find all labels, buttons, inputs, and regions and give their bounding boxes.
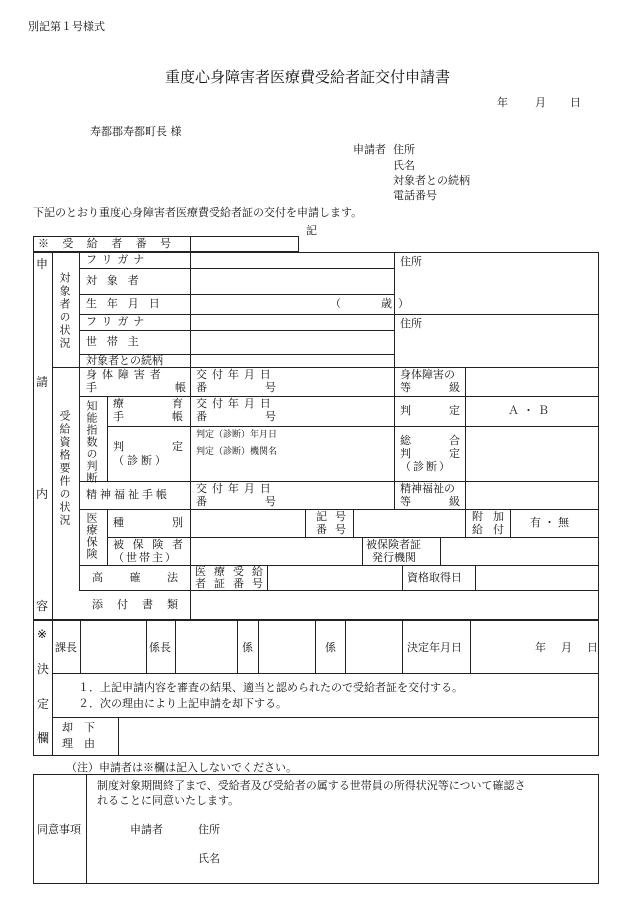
recipient-number-field[interactable] [192,238,297,250]
furigana-label-2: フリガナ [86,315,150,328]
decision-side-4: 欄 [37,731,50,745]
decision-side-1: ※ [37,627,48,641]
note-text: （注）申請者は※欄は記入しないでください。 [66,761,297,774]
side-label-shin: 申 [36,257,49,271]
subject-address-label: 住所 [400,255,422,268]
subject-label: 対象者 [86,274,149,287]
koukakuho-label: 高確法 [92,571,178,584]
hihoken-label-1: 被保険者 [113,538,183,551]
shintai-grade-label-1: 身体障害の [400,368,455,381]
side-label-sei: 請 [36,375,49,389]
relation-label: 対象者との続柄 [86,354,163,367]
kakari-label-2: 係 [325,641,336,654]
sogo-label-2: 判定 [400,447,460,460]
applicant-label: 申請者 [353,143,386,156]
hihoken-label-2: （世帯主） [113,551,178,564]
kyakka-label-1: 却 下 [62,721,95,734]
consent-text-1: 制度対象期間終了まで、受給者及び受給者の属する世帯員の所得状況等について確認さ [97,779,526,792]
furigana-label-1: フリガナ [86,253,150,266]
applicant-address-label: 住所 [393,143,415,156]
age-label: （ 歳） [330,297,415,310]
umu-options[interactable]: 有・無 [530,516,572,529]
decision-side-2: 決 [37,662,50,676]
intro-text: 下記のとおり重度心身障害者医療費受給者証の交付を申請します。 [33,206,363,219]
hantei-label: 判定 [400,404,460,417]
side-label-nai: 内 [36,487,49,501]
kigo-label-1: 記号 [316,510,346,523]
chino-label: 知能指数の判断 [85,400,98,484]
iryo-num-label-2: 者証番号 [195,577,263,590]
kakari-label-1: 係 [242,641,253,654]
applicant-relation-label: 対象者との続柄 [393,174,470,187]
page-title: 重度心身障害者医療費受給者証交付申請書 [165,68,451,86]
seishin-grade-label-2: 等級 [400,495,460,508]
decision-side-3: 定 [37,697,50,711]
seishin-label: 精神福祉手帳 [86,488,170,501]
applicant-phone-label: 電話番号 [393,189,437,202]
ryoiku-label-1: 療育 [113,397,183,410]
date-day: 日 [570,96,581,109]
side-label-you: 容 [36,599,49,613]
shikaku-date-label: 資格取得日 [407,571,462,584]
decision-line-1: １．上記申請内容を審査の結果、適当と認められたので受給者証を交付する。 [78,681,463,694]
recipient-number-label: ※ 受 給 者 番 号 [38,237,176,250]
ryoiku-issue-date-label: 交付年月日 [196,397,276,410]
subject-group-label: 対象者の状況 [58,272,71,350]
seishin-grade-label-1: 精神福祉の [400,482,455,495]
hantei-shindan-label-1: 判定 [113,440,183,453]
form-number: 別記第１号様式 [28,20,105,33]
ryoiku-label-2: 手帳 [113,410,183,423]
shintai-label-1: 身体障害者 [86,368,166,381]
applicant-name-label: 氏名 [393,159,415,172]
decision-line-2: ２．次の理由により上記申請を却下する。 [78,697,287,710]
judge-org-label: 判定（診断）機関名 [196,447,278,457]
shubetsu-label: 種別 [113,516,183,529]
iryo-num-label-1: 医療受給 [195,565,263,578]
fuka-label-1: 附加 [472,510,504,523]
householder-address-label: 住所 [400,317,422,330]
seishin-number-label: 番号 [196,495,276,508]
iryo-label: 医療保険 [85,512,98,560]
date-year: 年 [497,96,508,109]
kacho-label: 課長 [55,641,77,654]
hihoken-card-label-2: 発行機関 [372,551,416,564]
kakaricho-label: 係長 [149,641,171,654]
decision-date-ymd: 年 月 日 [535,641,600,654]
fuka-label-2: 給付 [472,523,504,536]
sogo-label-1: 総合 [400,434,460,447]
shintai-label-2: 手帳 [86,381,186,394]
shintai-number-label: 番号 [196,381,276,394]
ryoiku-number-label: 番号 [196,410,276,423]
qual-group-label: 受給資格要件の状況 [58,410,71,527]
consent-label: 同意事項 [37,823,81,836]
kyakka-label-2: 理 由 [62,737,95,750]
tenpu-label: 添付書類 [92,598,178,611]
sogo-label-3: （診断） [400,460,452,473]
shintai-grade-label-2: 等級 [400,381,460,394]
birth-label: 生年月日 [86,297,170,310]
hantei-shindan-label-2: （診断） [113,454,169,467]
shintai-issue-date-label: 交付年月日 [196,368,276,381]
consent-name-label: 氏名 [198,852,220,865]
recipient: 寿都郡寿都町長 様 [90,125,182,138]
kigo-label-2: 番号 [316,523,346,536]
seishin-issue-date-label: 交付年月日 [196,482,276,495]
date-month: 月 [535,96,546,109]
consent-applicant-label: 申請者 [130,823,163,836]
consent-address-label: 住所 [198,823,220,836]
decision-date-label: 決定年月日 [407,641,462,654]
ab-options[interactable]: Ａ・Ｂ [508,404,553,417]
householder-label: 世帯主 [86,335,149,348]
judge-date-label: 判定（診断）年月日 [196,430,278,440]
consent-text-2: れることに同意いたします。 [97,794,240,807]
ki-label: 記 [306,224,317,237]
hihoken-card-label-1: 被保険者証 [366,538,421,551]
